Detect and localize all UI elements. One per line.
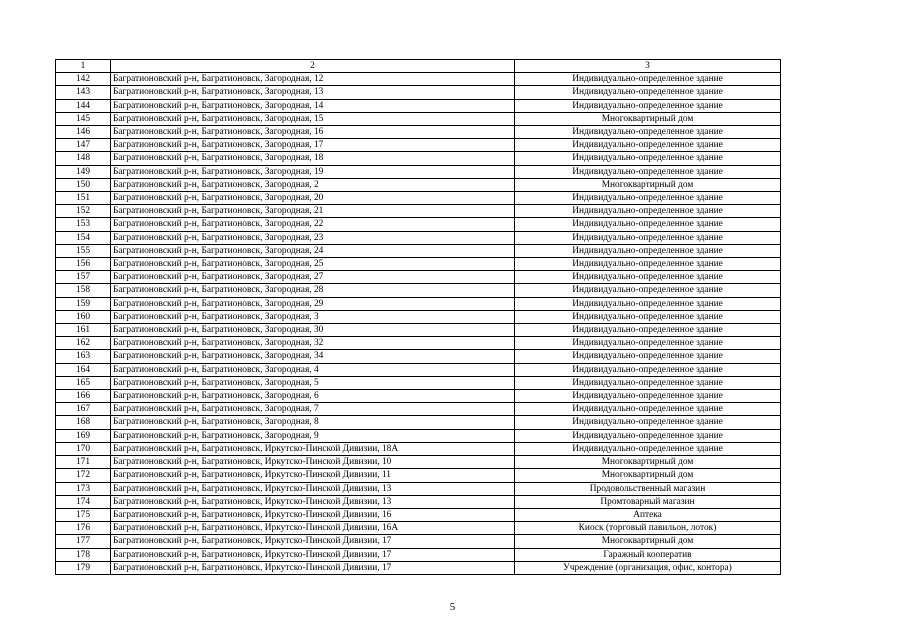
row-number-cell: 167 [56,403,111,416]
row-type-cell: Индивидуально-определенное здание [515,363,781,376]
row-address-cell: Багратионовский р-н, Багратионовск, Загородная, 3 [111,310,515,323]
table-row [56,86,781,99]
row-address-cell: Багратионовский р-н, Багратионовск, Загородная, 5 [111,376,515,389]
row-type-cell: Индивидуально-определенное здание [515,284,781,297]
row-type-cell: Индивидуально-определенное здание [515,429,781,442]
table-header-row [56,60,781,73]
table-row [56,508,781,521]
row-address-cell: Багратионовский р-н, Багратионовск, Загородная, 12 [111,73,515,86]
row-address-cell: Багратионовский р-н, Багратионовск, Загородная, 17 [111,139,515,152]
row-type-cell: Индивидуально-определенное здание [515,297,781,310]
row-number-cell: 160 [56,310,111,323]
row-address-cell: Багратионовский р-н, Багратионовск, Загородная, 27 [111,271,515,284]
row-number-cell: 152 [56,205,111,218]
row-type-cell: Индивидуально-определенное здание [515,310,781,323]
table-row [56,561,781,574]
row-type-cell: Продовольственный магазин [515,482,781,495]
row-address-cell: Багратионовский р-н, Багратионовск, Загородная, 22 [111,218,515,231]
row-number-cell: 153 [56,218,111,231]
table-row [56,310,781,323]
table-row [56,284,781,297]
row-type-cell: Индивидуально-определенное здание [515,244,781,257]
address-table [55,59,781,575]
row-type-cell: Индивидуально-определенное здание [515,152,781,165]
row-number-cell: 172 [56,469,111,482]
row-type-cell: Индивидуально-определенное здание [515,337,781,350]
table-row [56,231,781,244]
page-number: 5 [449,601,456,613]
row-type-cell: Индивидуально-определенное здание [515,258,781,271]
row-number-cell: 173 [56,482,111,495]
table-row [56,456,781,469]
table-row [56,363,781,376]
row-type-cell: Индивидуально-определенное здание [515,442,781,455]
row-address-cell: Багратионовский р-н, Багратионовск, Загородная, 34 [111,350,515,363]
row-address-cell: Багратионовский р-н, Багратионовск, Загородная, 15 [111,112,515,125]
row-type-cell: Индивидуально-определенное здание [515,165,781,178]
row-number-cell: 147 [56,139,111,152]
row-type-cell: Индивидуально-определенное здание [515,192,781,205]
row-address-cell: Багратионовский р-н, Багратионовск, Иркутско-Пинской Дивизии, 18А [111,442,515,455]
row-number-cell: 149 [56,165,111,178]
table-row [56,152,781,165]
row-address-cell: Багратионовский р-н, Багратионовск, Загородная, 18 [111,152,515,165]
row-type-cell: Индивидуально-определенное здание [515,218,781,231]
row-number-cell: 166 [56,390,111,403]
row-address-cell: Багратионовский р-н, Багратионовск, Иркутско-Пинской Дивизии, 11 [111,469,515,482]
row-address-cell: Багратионовский р-н, Багратионовск, Загородная, 8 [111,416,515,429]
row-type-cell: Индивидуально-определенное здание [515,205,781,218]
table-row [56,165,781,178]
table-row [56,126,781,139]
row-type-cell: Киоск (торговый павильон, лоток) [515,522,781,535]
row-number-cell: 164 [56,363,111,376]
table-row [56,350,781,363]
row-address-cell: Багратионовский р-н, Багратионовск, Загородная, 20 [111,192,515,205]
row-type-cell: Индивидуально-определенное здание [515,324,781,337]
row-number-cell: 162 [56,337,111,350]
table-row [56,429,781,442]
row-address-cell: Багратионовский р-н, Багратионовск, Загородная, 25 [111,258,515,271]
row-address-cell: Багратионовский р-н, Багратионовск, Загородная, 9 [111,429,515,442]
table-row [56,442,781,455]
row-number-cell: 159 [56,297,111,310]
row-number-cell: 158 [56,284,111,297]
row-number-cell: 170 [56,442,111,455]
row-type-cell: Учреждение (организация, офис, контора) [515,561,781,574]
row-number-cell: 168 [56,416,111,429]
row-type-cell: Индивидуально-определенное здание [515,271,781,284]
row-address-cell: Багратионовский р-н, Багратионовск, Загородная, 29 [111,297,515,310]
header-cell-type: 3 [515,60,781,73]
row-address-cell: Багратионовский р-н, Багратионовск, Загородная, 6 [111,390,515,403]
row-number-cell: 150 [56,178,111,191]
row-type-cell: Многоквартирный дом [515,469,781,482]
table-row [56,390,781,403]
row-type-cell: Многоквартирный дом [515,535,781,548]
row-number-cell: 151 [56,192,111,205]
row-number-cell: 156 [56,258,111,271]
row-address-cell: Багратионовский р-н, Багратионовск, Загородная, 7 [111,403,515,416]
table-row [56,139,781,152]
row-address-cell: Багратионовский р-н, Багратионовск, Загородная, 16 [111,126,515,139]
row-number-cell: 154 [56,231,111,244]
table-row [56,337,781,350]
row-number-cell: 179 [56,561,111,574]
row-address-cell: Багратионовский р-н, Багратионовск, Иркутско-Пинской Дивизии, 16 [111,508,515,521]
row-type-cell: Индивидуально-определенное здание [515,231,781,244]
row-address-cell: Багратионовский р-н, Багратионовск, Иркутско-Пинской Дивизии, 16А [111,522,515,535]
row-number-cell: 161 [56,324,111,337]
table-row [56,112,781,125]
row-type-cell: Индивидуально-определенное здание [515,99,781,112]
row-type-cell: Индивидуально-определенное здание [515,376,781,389]
row-type-cell: Индивидуально-определенное здание [515,139,781,152]
table-row [56,258,781,271]
table-row [56,192,781,205]
table-row [56,403,781,416]
row-number-cell: 174 [56,495,111,508]
table-row [56,469,781,482]
row-number-cell: 145 [56,112,111,125]
row-number-cell: 178 [56,548,111,561]
row-address-cell: Багратионовский р-н, Багратионовск, Загородная, 19 [111,165,515,178]
row-address-cell: Багратионовский р-н, Багратионовск, Загородная, 30 [111,324,515,337]
table-row [56,522,781,535]
row-number-cell: 146 [56,126,111,139]
row-number-cell: 165 [56,376,111,389]
row-address-cell: Багратионовский р-н, Багратионовск, Загородная, 23 [111,231,515,244]
row-number-cell: 177 [56,535,111,548]
row-type-cell: Многоквартирный дом [515,456,781,469]
table-row [56,218,781,231]
table-row [56,324,781,337]
row-address-cell: Багратионовский р-н, Багратионовск, Иркутско-Пинской Дивизии, 17 [111,535,515,548]
table-row [56,297,781,310]
row-number-cell: 148 [56,152,111,165]
row-type-cell: Многоквартирный дом [515,178,781,191]
table-row [56,535,781,548]
row-type-cell: Индивидуально-определенное здание [515,126,781,139]
row-number-cell: 176 [56,522,111,535]
row-type-cell: Индивидуально-определенное здание [515,416,781,429]
row-number-cell: 144 [56,99,111,112]
row-address-cell: Багратионовский р-н, Багратионовск, Загородная, 24 [111,244,515,257]
row-number-cell: 143 [56,86,111,99]
row-type-cell: Гаражный кооператив [515,548,781,561]
table-row [56,482,781,495]
table-row [56,376,781,389]
row-address-cell: Багратионовский р-н, Багратионовск, Загородная, 32 [111,337,515,350]
row-number-cell: 163 [56,350,111,363]
table-body [56,60,781,575]
row-address-cell: Багратионовский р-н, Багратионовск, Загородная, 21 [111,205,515,218]
table-row [56,178,781,191]
row-type-cell: Аптека [515,508,781,521]
row-type-cell: Индивидуально-определенное здание [515,350,781,363]
table-row [56,205,781,218]
row-type-cell: Индивидуально-определенное здание [515,403,781,416]
row-number-cell: 157 [56,271,111,284]
row-address-cell: Багратионовский р-н, Багратионовск, Загородная, 13 [111,86,515,99]
row-type-cell: Промтоварный магазин [515,495,781,508]
row-address-cell: Багратионовский р-н, Багратионовск, Загородная, 14 [111,99,515,112]
row-number-cell: 155 [56,244,111,257]
row-type-cell: Многоквартирный дом [515,112,781,125]
row-number-cell: 171 [56,456,111,469]
table-row [56,73,781,86]
header-cell-address: 2 [111,60,515,73]
row-number-cell: 175 [56,508,111,521]
row-type-cell: Индивидуально-определенное здание [515,390,781,403]
row-address-cell: Багратионовский р-н, Багратионовск, Загородная, 2 [111,178,515,191]
row-type-cell: Индивидуально-определенное здание [515,86,781,99]
row-address-cell: Багратионовский р-н, Багратионовск, Иркутско-Пинской Дивизии, 10 [111,456,515,469]
table-row [56,244,781,257]
table-row [56,99,781,112]
row-address-cell: Багратионовский р-н, Багратионовск, Загородная, 28 [111,284,515,297]
row-address-cell: Багратионовский р-н, Багратионовск, Иркутско-Пинской Дивизии, 13 [111,482,515,495]
table-row [56,416,781,429]
row-number-cell: 169 [56,429,111,442]
table-row [56,495,781,508]
row-address-cell: Багратионовский р-н, Багратионовск, Иркутско-Пинской Дивизии, 13 [111,495,515,508]
row-number-cell: 142 [56,73,111,86]
row-address-cell: Багратионовский р-н, Багратионовск, Загородная, 4 [111,363,515,376]
row-address-cell: Багратионовский р-н, Багратионовск, Иркутско-Пинской Дивизии, 17 [111,548,515,561]
header-cell-number: 1 [56,60,111,73]
table-row [56,271,781,284]
table-row [56,548,781,561]
row-type-cell: Индивидуально-определенное здание [515,73,781,86]
row-address-cell: Багратионовский р-н, Багратионовск, Иркутско-Пинской Дивизии, 17 [111,561,515,574]
